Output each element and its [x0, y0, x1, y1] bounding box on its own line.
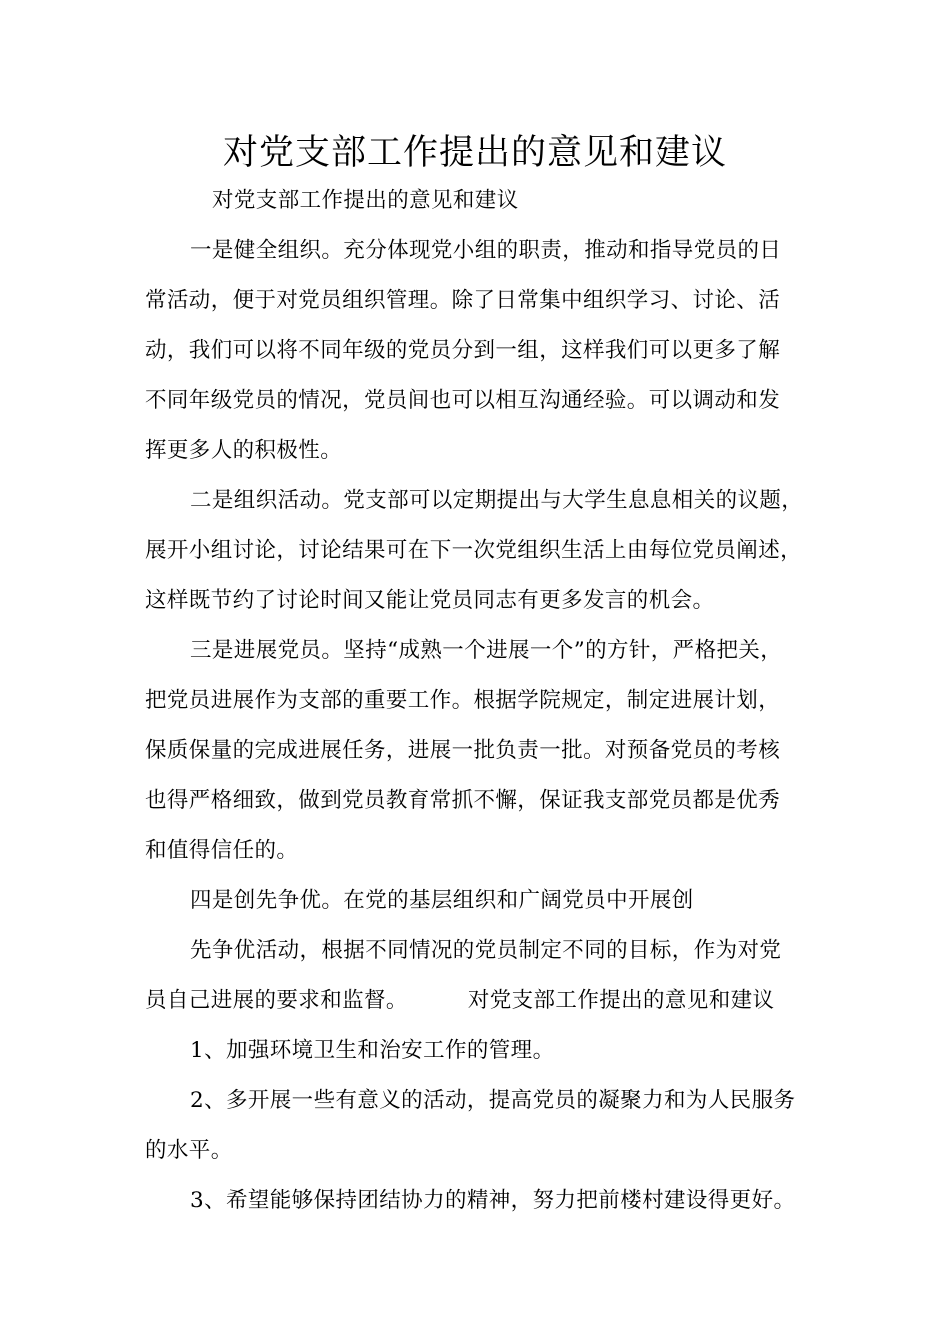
paragraph-1-line-2: 常活动，便于对党员组织管理。除了日常集中组织学习、讨论、活 [145, 288, 781, 313]
paragraph-5-line-2-text: 员自己进展的要求和监督。 [145, 988, 408, 1013]
list-item-3: 3、希望能够保持团结协力的精神，努力把前楼村建设得更好。 [190, 1188, 796, 1213]
paragraph-2-line-3: 这样既节约了讨论时间又能让党员同志有更多发言的机会。 [145, 588, 715, 613]
paragraph-4-line-1: 四是创先争优。在党的基层组织和广阔党员中开展创 [190, 888, 694, 913]
paragraph-3-line-3: 保质保量的完成进展任务，进展一批负责一批。对预备党员的考核 [145, 738, 781, 763]
paragraph-1-line-5: 挥更多人的积极性。 [145, 438, 343, 463]
page-title: 对党支部工作提出的意见和建议 [222, 133, 727, 173]
subtitle: 对党支部工作提出的意见和建议 [212, 188, 519, 213]
paragraph-3-line-2: 把党员进展作为支部的重要工作。根据学院规定，制定进展计划， [145, 688, 781, 713]
paragraph-2-line-1: 二是组织活动。党支部可以定期提出与大学生息息相关的议题， [190, 488, 804, 513]
paragraph-3-line-1: 三是进展党员。坚持“成熟一个进展一个”的方针，严格把关， [190, 638, 783, 663]
paragraph-5-line-1: 先争优活动，根据不同情况的党员制定不同的目标，作为对党 [190, 938, 782, 963]
paragraph-3-line-4: 也得严格细致，做到党员教育常抓不懈，保证我支部党员都是优秀 [145, 788, 781, 813]
list-item-2-line-2: 的水平。 [145, 1138, 233, 1163]
list-item-1: 1、加强环境卫生和治安工作的管理。 [190, 1038, 555, 1063]
repeated-heading: 对党支部工作提出的意见和建议 [467, 988, 775, 1013]
list-item-2-line-1: 2、多开展一些有意义的活动，提高党员的凝聚力和为人民服务 [190, 1088, 796, 1113]
paragraph-1-line-1: 一是健全组织。充分体现党小组的职责，推动和指导党员的日 [190, 238, 782, 263]
paragraph-1-line-3: 动，我们可以将不同年级的党员分到一组，这样我们可以更多了解 [145, 338, 781, 363]
paragraph-5-line-2 [145, 976, 813, 1026]
document-body [145, 176, 813, 1226]
paragraph-3-line-5: 和值得信任的。 [145, 838, 299, 863]
paragraph-1-line-4: 不同年级党员的情况，党员间也可以相互沟通经验。可以调动和发 [145, 388, 781, 413]
paragraph-2-line-2: 展开小组讨论，讨论结果可在下一次党组织生活上由每位党员阐述， [145, 538, 803, 563]
